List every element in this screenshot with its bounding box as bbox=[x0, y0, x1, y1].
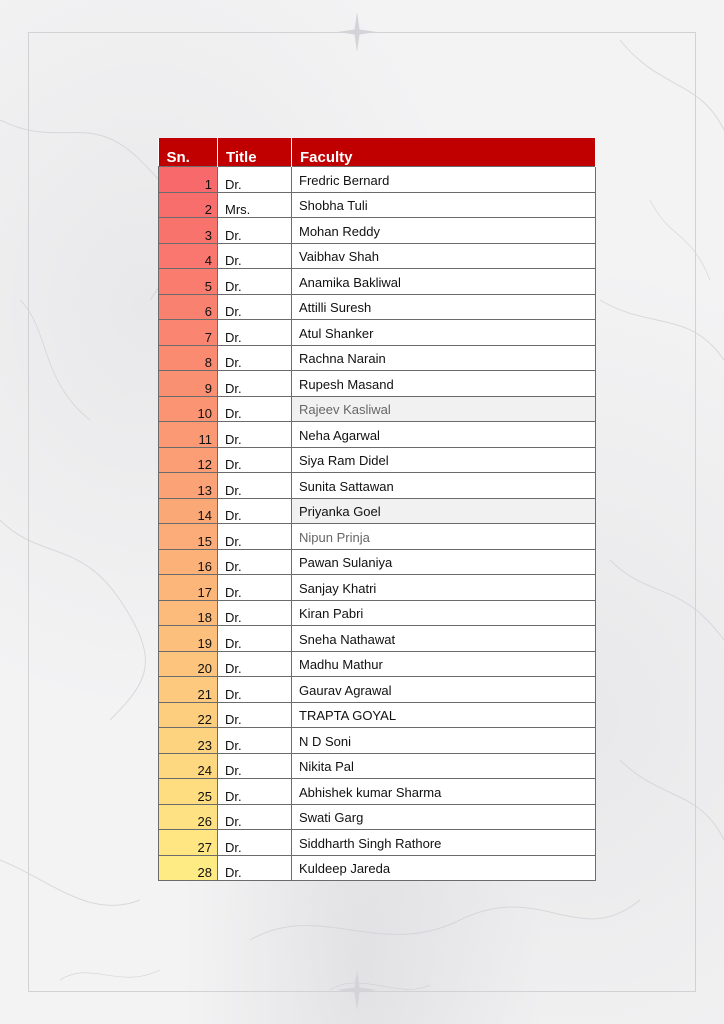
row-sn: 18 bbox=[159, 600, 218, 626]
table-row bbox=[159, 830, 596, 856]
table-row bbox=[159, 779, 596, 805]
table-row bbox=[159, 702, 596, 728]
table-body bbox=[159, 167, 596, 881]
row-title: Dr. bbox=[218, 320, 292, 346]
row-faculty bbox=[292, 779, 596, 805]
row-faculty bbox=[292, 702, 596, 728]
table-row bbox=[159, 728, 596, 754]
faculty-name: Gaurav Agrawal bbox=[299, 682, 392, 698]
faculty-name: Fredric Bernard bbox=[299, 172, 390, 188]
row-title: Dr. bbox=[218, 549, 292, 575]
row-title: Dr. bbox=[218, 218, 292, 244]
row-title: Dr. bbox=[218, 345, 292, 371]
table-row bbox=[159, 575, 596, 601]
faculty-name: Shobha Tuli bbox=[299, 198, 368, 213]
row-title: Dr. bbox=[218, 473, 292, 499]
faculty-name: Swati Garg bbox=[299, 810, 364, 825]
table-row bbox=[159, 855, 596, 881]
faculty-name: Neha Agarwal bbox=[299, 427, 380, 443]
row-sn: 27 bbox=[159, 830, 218, 856]
row-faculty bbox=[292, 447, 596, 473]
row-faculty bbox=[292, 575, 596, 601]
row-sn: 16 bbox=[159, 549, 218, 575]
sparkle-star-icon bbox=[337, 970, 377, 1010]
faculty-name: Rachna Narain bbox=[299, 351, 386, 366]
row-sn: 8 bbox=[159, 345, 218, 371]
row-faculty bbox=[292, 345, 596, 371]
table-row bbox=[159, 218, 596, 244]
table-row bbox=[159, 269, 596, 295]
row-faculty bbox=[292, 524, 596, 550]
row-sn: 28 bbox=[159, 855, 218, 881]
row-title: Dr. bbox=[218, 728, 292, 754]
row-sn: 7 bbox=[159, 320, 218, 346]
faculty-name: Abhishek kumar Sharma bbox=[299, 784, 442, 800]
row-faculty bbox=[292, 294, 596, 320]
row-sn: 1 bbox=[159, 167, 218, 193]
row-faculty bbox=[292, 855, 596, 881]
row-faculty bbox=[292, 626, 596, 652]
table-header-row bbox=[159, 138, 596, 167]
row-title: Dr. bbox=[218, 294, 292, 320]
table-row bbox=[159, 192, 596, 218]
row-sn: 6 bbox=[159, 294, 218, 320]
row-faculty bbox=[292, 320, 596, 346]
table-row bbox=[159, 626, 596, 652]
row-title: Dr. bbox=[218, 575, 292, 601]
faculty-name: Attilli Suresh bbox=[299, 300, 372, 315]
row-title: Dr. bbox=[218, 753, 292, 779]
row-title: Dr. bbox=[218, 269, 292, 295]
row-title: Dr. bbox=[218, 243, 292, 269]
faculty-name: Pawan Sulaniya bbox=[299, 555, 393, 570]
row-title: Dr. bbox=[218, 396, 292, 422]
faculty-name: Sanjay Khatri bbox=[299, 580, 377, 596]
row-faculty bbox=[292, 422, 596, 448]
table-row bbox=[159, 345, 596, 371]
row-sn: 13 bbox=[159, 473, 218, 499]
row-sn: 4 bbox=[159, 243, 218, 269]
row-faculty bbox=[292, 269, 596, 295]
row-sn: 20 bbox=[159, 651, 218, 677]
row-title: Dr. bbox=[218, 447, 292, 473]
row-sn: 24 bbox=[159, 753, 218, 779]
row-sn: 10 bbox=[159, 396, 218, 422]
row-faculty bbox=[292, 218, 596, 244]
table-row bbox=[159, 422, 596, 448]
row-sn: 12 bbox=[159, 447, 218, 473]
table-row bbox=[159, 498, 596, 524]
table-row bbox=[159, 549, 596, 575]
row-title: Dr. bbox=[218, 600, 292, 626]
faculty-name: Atul Shanker bbox=[299, 325, 374, 341]
row-sn: 15 bbox=[159, 524, 218, 550]
row-title: Dr. bbox=[218, 651, 292, 677]
row-title: Dr. bbox=[218, 779, 292, 805]
table-row bbox=[159, 167, 596, 193]
row-sn: 5 bbox=[159, 269, 218, 295]
header-sn: Sn. bbox=[159, 138, 218, 167]
row-title: Mrs. bbox=[218, 192, 292, 218]
table-row bbox=[159, 600, 596, 626]
faculty-name: Nikita Pal bbox=[299, 759, 354, 774]
faculty-name: Vaibhav Shah bbox=[299, 249, 379, 264]
row-title: Dr. bbox=[218, 830, 292, 856]
row-faculty bbox=[292, 651, 596, 677]
faculty-name: Rupesh Masand bbox=[299, 376, 394, 392]
table-row bbox=[159, 371, 596, 397]
table-row bbox=[159, 243, 596, 269]
faculty-name: Mohan Reddy bbox=[299, 223, 380, 239]
table-row bbox=[159, 804, 596, 830]
table-row bbox=[159, 524, 596, 550]
row-sn: 23 bbox=[159, 728, 218, 754]
table-row bbox=[159, 473, 596, 499]
faculty-name: Kuldeep Jareda bbox=[299, 861, 391, 876]
row-faculty bbox=[292, 473, 596, 499]
row-faculty bbox=[292, 677, 596, 703]
row-faculty bbox=[292, 167, 596, 193]
table-row bbox=[159, 651, 596, 677]
row-sn: 11 bbox=[159, 422, 218, 448]
table-row bbox=[159, 396, 596, 422]
row-title: Dr. bbox=[218, 626, 292, 652]
table-row bbox=[159, 677, 596, 703]
row-sn: 19 bbox=[159, 626, 218, 652]
faculty-name: N D Soni bbox=[299, 733, 352, 749]
row-title: Dr. bbox=[218, 498, 292, 524]
row-sn: 14 bbox=[159, 498, 218, 524]
row-faculty bbox=[292, 600, 596, 626]
row-title: Dr. bbox=[218, 167, 292, 193]
faculty-name: Siddharth Singh Rathore bbox=[299, 835, 442, 851]
table-row bbox=[159, 320, 596, 346]
faculty-name: Nipun Prinja bbox=[299, 529, 370, 545]
faculty-name: Madhu Mathur bbox=[299, 657, 383, 672]
faculty-name: Rajeev Kasliwal bbox=[299, 402, 391, 417]
row-faculty bbox=[292, 830, 596, 856]
row-sn: 9 bbox=[159, 371, 218, 397]
row-title: Dr. bbox=[218, 804, 292, 830]
table-row bbox=[159, 294, 596, 320]
row-title: Dr. bbox=[218, 371, 292, 397]
table-row bbox=[159, 753, 596, 779]
header-title: Title bbox=[218, 138, 292, 167]
row-faculty bbox=[292, 371, 596, 397]
row-faculty bbox=[292, 498, 596, 524]
row-title: Dr. bbox=[218, 702, 292, 728]
row-title: Dr. bbox=[218, 855, 292, 881]
row-sn: 21 bbox=[159, 677, 218, 703]
row-faculty bbox=[292, 243, 596, 269]
row-sn: 17 bbox=[159, 575, 218, 601]
faculty-name: Priyanka Goel bbox=[299, 504, 381, 519]
header-faculty: Faculty bbox=[292, 138, 596, 167]
row-title: Dr. bbox=[218, 524, 292, 550]
row-sn: 25 bbox=[159, 779, 218, 805]
row-sn: 3 bbox=[159, 218, 218, 244]
row-faculty bbox=[292, 192, 596, 218]
row-sn: 22 bbox=[159, 702, 218, 728]
faculty-name: Sunita Sattawan bbox=[299, 478, 394, 494]
faculty-table bbox=[158, 138, 596, 881]
table-row bbox=[159, 447, 596, 473]
row-sn: 2 bbox=[159, 192, 218, 218]
row-faculty bbox=[292, 549, 596, 575]
faculty-name: Anamika Bakliwal bbox=[299, 274, 401, 290]
sparkle-star-icon bbox=[337, 12, 377, 52]
faculty-name: TRAPTA GOYAL bbox=[299, 708, 397, 723]
row-title: Dr. bbox=[218, 677, 292, 703]
faculty-name: Kiran Pabri bbox=[299, 606, 364, 621]
row-title: Dr. bbox=[218, 422, 292, 448]
row-faculty bbox=[292, 728, 596, 754]
row-faculty bbox=[292, 753, 596, 779]
row-faculty bbox=[292, 804, 596, 830]
row-sn: 26 bbox=[159, 804, 218, 830]
row-faculty bbox=[292, 396, 596, 422]
faculty-name: Siya Ram Didel bbox=[299, 453, 389, 468]
faculty-name: Sneha Nathawat bbox=[299, 631, 396, 647]
